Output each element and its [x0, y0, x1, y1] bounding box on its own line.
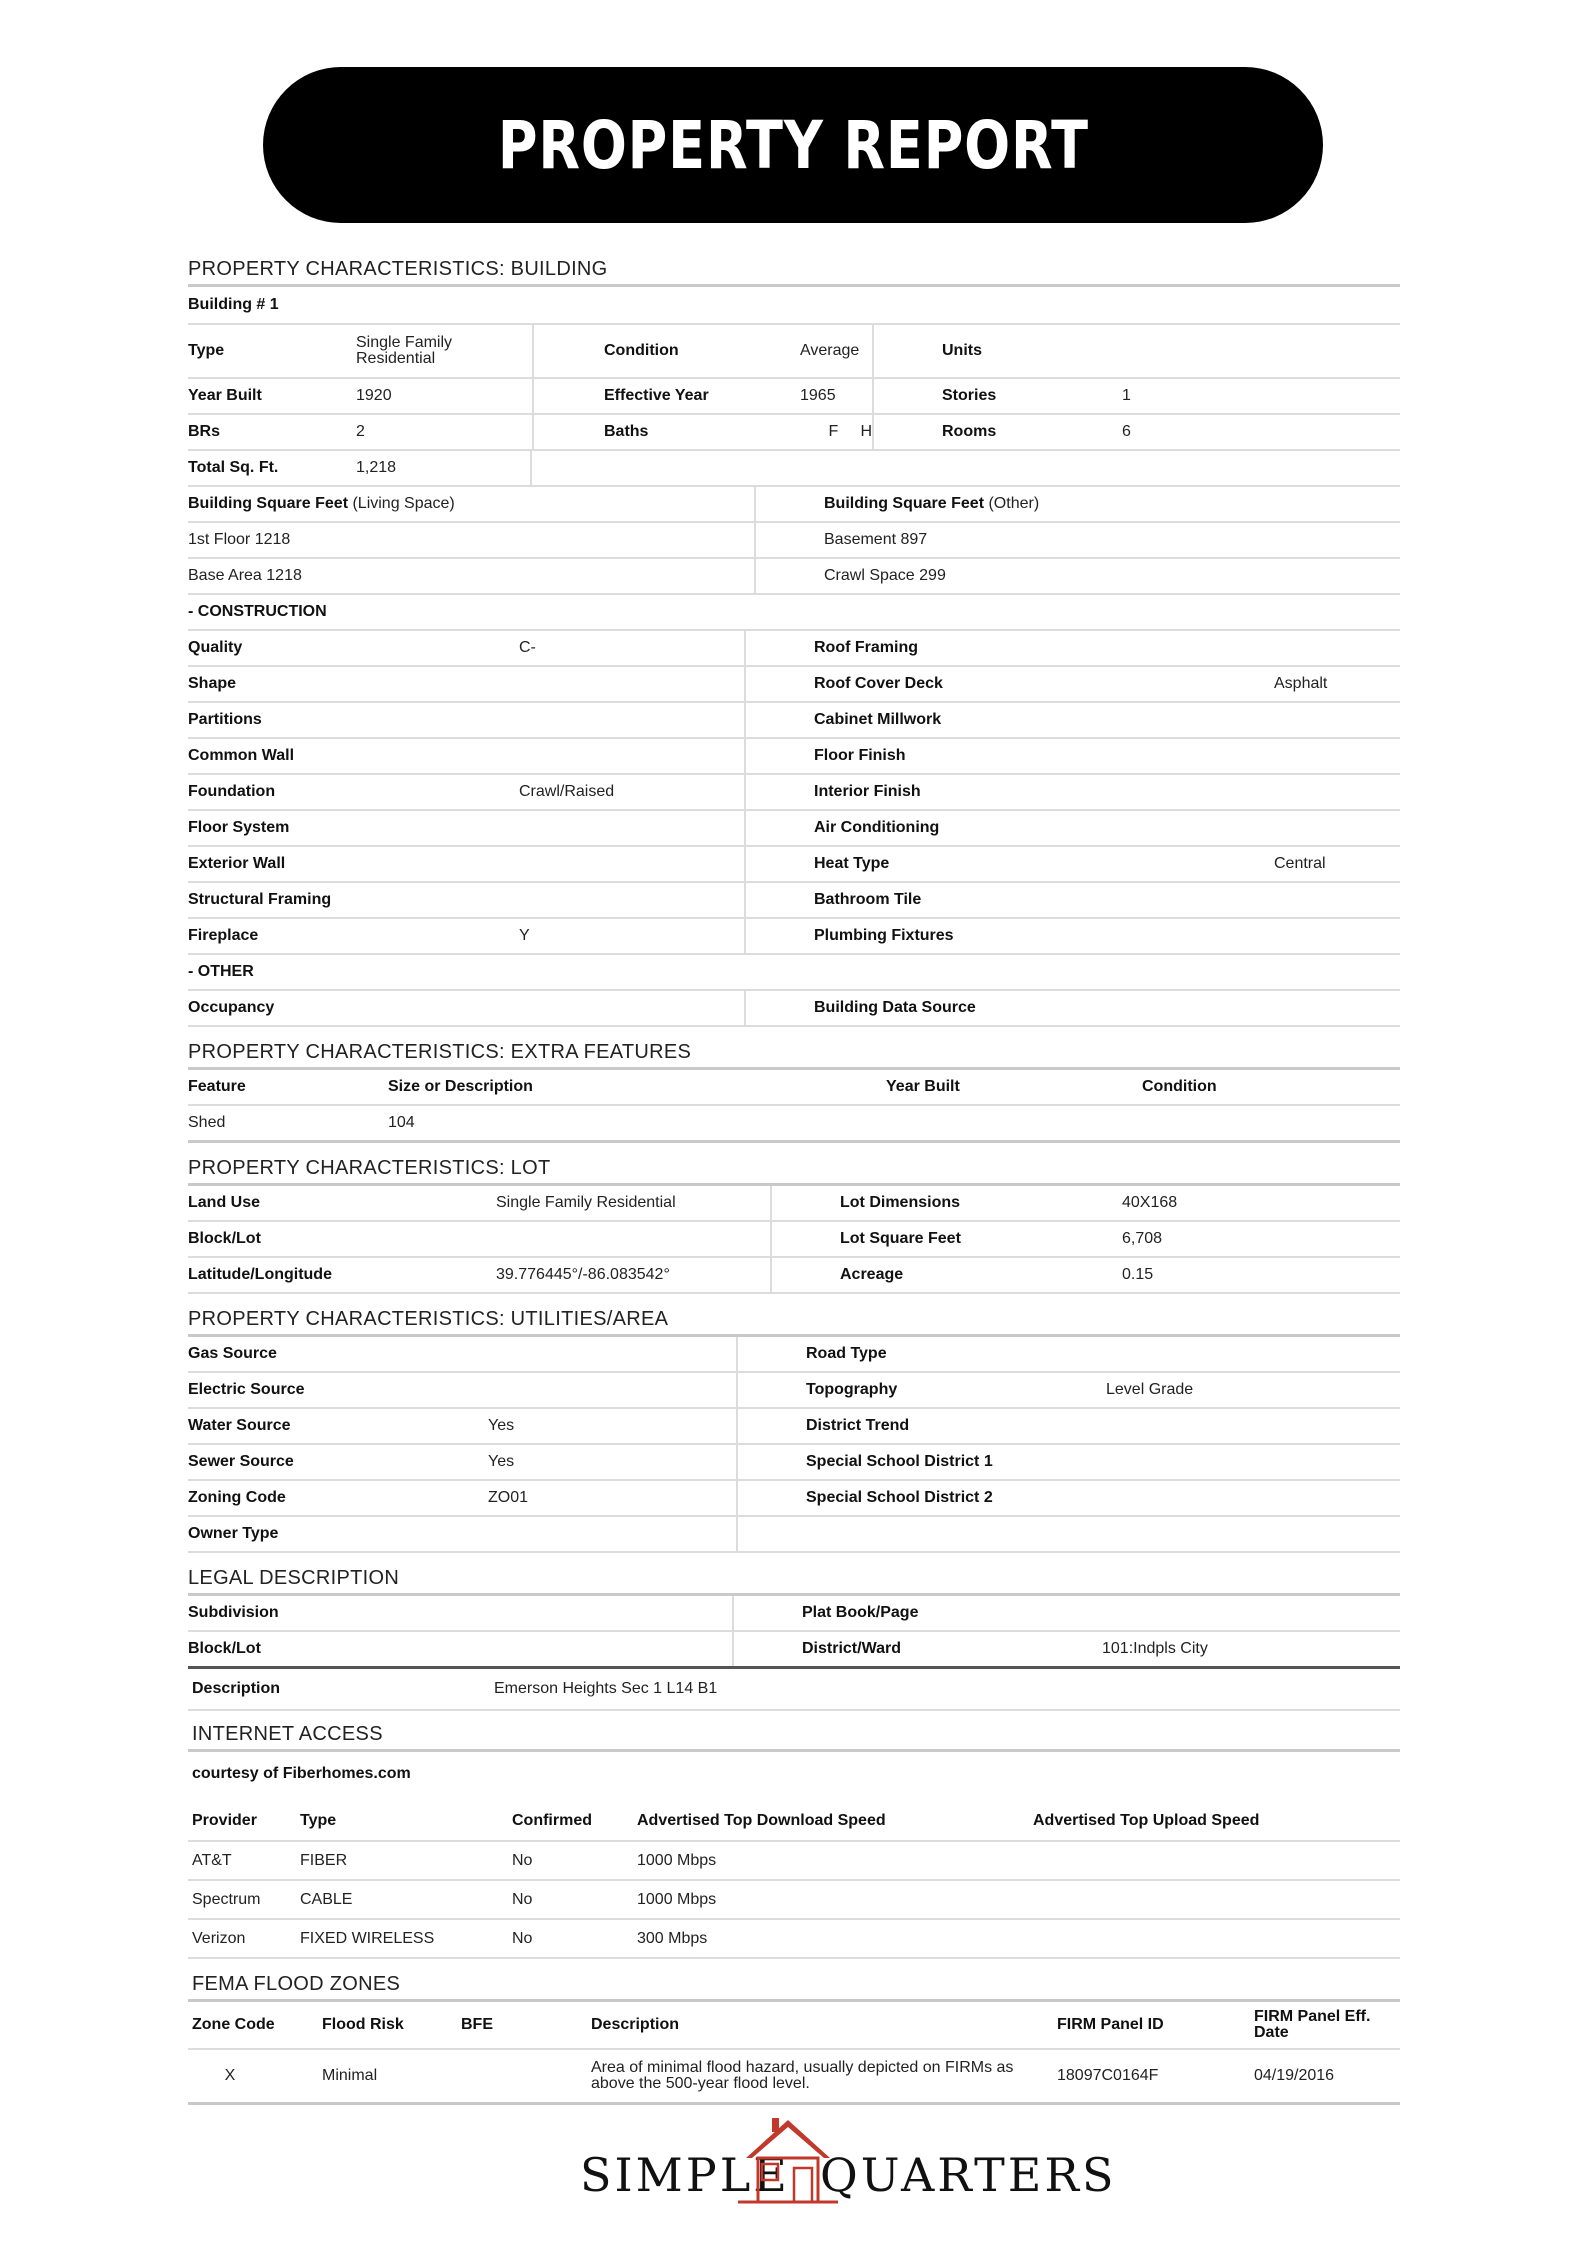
- total-sqft-label: Total Sq. Ft.: [188, 459, 279, 476]
- logo-text-right: QUARTERS: [820, 2148, 1117, 2202]
- field-label: Subdivision: [188, 1604, 279, 1621]
- effective-year-label: Effective Year: [604, 387, 709, 404]
- left-cell: [188, 883, 744, 917]
- right-cell: [744, 739, 1400, 773]
- field-value: 0.15: [1122, 1266, 1154, 1283]
- internet-cell: [300, 1920, 512, 1957]
- field-label: Electric Source: [188, 1381, 305, 1398]
- field-label: Foundation: [188, 783, 276, 800]
- field-label: Heat Type: [814, 855, 890, 872]
- internet-value: No: [512, 1890, 533, 1908]
- field-label: Land Use: [188, 1194, 261, 1211]
- units-label: Units: [942, 342, 982, 359]
- report-title: PROPERTY REPORT: [497, 106, 1089, 184]
- left-cell: [188, 1373, 736, 1407]
- field-value: 101:Indpls City: [1102, 1640, 1208, 1657]
- construction-row: [188, 775, 1400, 811]
- right-cell: [744, 703, 1400, 737]
- right-cell: [744, 811, 1400, 845]
- field-value: Y: [519, 927, 530, 944]
- field-label: District Trend: [806, 1417, 910, 1434]
- internet-cell: [300, 1842, 512, 1879]
- util-row: [188, 1517, 1400, 1553]
- field-label: Block/Lot: [188, 1230, 261, 1247]
- building-data-source-label: Building Data Source: [814, 999, 976, 1016]
- field-label: Plumbing Fixtures: [814, 927, 954, 944]
- left-cell: [188, 1445, 736, 1479]
- field-value: 6,708: [1122, 1230, 1163, 1247]
- field-label: Road Type: [806, 1345, 887, 1362]
- field-label: Latitude/Longitude: [188, 1266, 332, 1283]
- other-heading: - OTHER: [188, 963, 254, 980]
- right-cell: [736, 1337, 1400, 1371]
- extra-header-year: Year Built: [886, 1078, 960, 1095]
- brs-label: BRs: [188, 423, 221, 440]
- left-cell: [188, 1481, 736, 1515]
- fema-zone-code: X: [224, 2067, 236, 2084]
- field-label: Lot Square Feet: [840, 1230, 961, 1247]
- field-label: Special School District 1: [806, 1453, 993, 1470]
- internet-cell: [512, 1842, 637, 1879]
- field-value: Single Family Residential: [496, 1194, 676, 1211]
- field-label: Floor System: [188, 819, 290, 836]
- field-label: Exterior Wall: [188, 855, 286, 872]
- brs-value: 2: [356, 423, 365, 440]
- rooms-value: 6: [1122, 423, 1131, 440]
- baths-label: Baths: [604, 423, 649, 440]
- building-section-title: PROPERTY CHARACTERISTICS: BUILDING: [188, 252, 1400, 287]
- left-cell: [188, 1409, 736, 1443]
- fema-header: BFE: [461, 2016, 493, 2033]
- right-cell: [744, 847, 1400, 881]
- building-number: Building # 1: [188, 296, 279, 313]
- legal-row: [188, 1632, 1400, 1669]
- field-value: Central: [1274, 855, 1326, 872]
- fema-description: Area of minimal flood hazard, usually depicted on FIRMs as above the 500-year flood level.: [591, 2059, 1014, 2092]
- internet-value: 1000 Mbps: [637, 1851, 717, 1869]
- fema-header: Description: [591, 2016, 680, 2033]
- util-row: [188, 1337, 1400, 1373]
- field-label: Water Source: [188, 1417, 291, 1434]
- util-row: [188, 1445, 1400, 1481]
- field-label: Interior Finish: [814, 783, 921, 800]
- field-value: 40X168: [1122, 1194, 1178, 1211]
- field-label: Air Conditioning: [814, 819, 940, 836]
- internet-row: [188, 1842, 1400, 1881]
- field-value: Yes: [488, 1453, 515, 1470]
- internet-cell: [512, 1881, 637, 1918]
- internet-cell: [188, 1881, 300, 1918]
- right-cell: [732, 1632, 1400, 1666]
- condition-label: Condition: [604, 342, 679, 359]
- field-label: Gas Source: [188, 1345, 277, 1362]
- sqft-living-suffix: (Living Space): [352, 495, 455, 512]
- left-cell: [188, 775, 744, 809]
- sqft-living-label: Building Square Feet: [188, 495, 349, 512]
- baths-value: F H: [828, 423, 872, 440]
- field-label: Sewer Source: [188, 1453, 294, 1470]
- construction-row: [188, 883, 1400, 919]
- internet-header: Type: [300, 1812, 337, 1829]
- fema-panel-id: 18097C0164F: [1057, 2067, 1159, 2084]
- report-content: [188, 252, 1400, 2105]
- field-label: District/Ward: [802, 1640, 901, 1657]
- stories-label: Stories: [942, 387, 997, 404]
- right-cell: [736, 1517, 1400, 1551]
- internet-header: Advertised Top Upload Speed: [1033, 1812, 1260, 1829]
- lot-section-title: PROPERTY CHARACTERISTICS: LOT: [188, 1151, 1400, 1186]
- right-cell: [736, 1409, 1400, 1443]
- extra-size-value: 104: [388, 1114, 415, 1131]
- internet-row: [188, 1920, 1400, 1959]
- construction-row: [188, 811, 1400, 847]
- field-label: Lot Dimensions: [840, 1194, 961, 1211]
- extra-feature-value: Shed: [188, 1114, 226, 1131]
- internet-row: [188, 1881, 1400, 1920]
- sqft-other-item: Crawl Space 299: [824, 567, 946, 584]
- construction-heading: - CONSTRUCTION: [188, 603, 327, 620]
- total-sqft-value: 1,218: [356, 459, 397, 476]
- right-cell: [744, 775, 1400, 809]
- sqft-living-item: 1st Floor 1218: [188, 531, 291, 548]
- left-cell: [188, 1337, 736, 1371]
- field-value: Yes: [488, 1417, 515, 1434]
- internet-header: Confirmed: [512, 1812, 592, 1829]
- field-label: Quality: [188, 639, 243, 656]
- internet-value: AT&T: [192, 1851, 232, 1869]
- field-label: Partitions: [188, 711, 262, 728]
- fema-header: FIRM Panel Eff. Date: [1254, 2008, 1371, 2041]
- lot-row: [188, 1222, 1400, 1258]
- field-value: Crawl/Raised: [519, 783, 615, 800]
- construction-row: [188, 667, 1400, 703]
- internet-value: Spectrum: [192, 1890, 261, 1908]
- left-cell: [188, 703, 744, 737]
- internet-value: 1000 Mbps: [637, 1890, 717, 1908]
- right-cell: [736, 1445, 1400, 1479]
- right-cell: [770, 1186, 1400, 1220]
- legal-section-title: LEGAL DESCRIPTION: [188, 1561, 1400, 1596]
- internet-courtesy: courtesy of Fiberhomes.com: [192, 1765, 411, 1782]
- left-cell: [188, 919, 744, 953]
- field-label: Bathroom Tile: [814, 891, 922, 908]
- internet-cell: [300, 1881, 512, 1918]
- left-cell: [188, 1632, 732, 1666]
- fema-header: Flood Risk: [322, 2016, 404, 2033]
- construction-row: [188, 919, 1400, 955]
- fema-flood-risk: Minimal: [322, 2067, 378, 2084]
- internet-value: 300 Mbps: [637, 1929, 708, 1947]
- internet-value: FIXED WIRELESS: [300, 1929, 435, 1947]
- type-value: Single Family Residential: [356, 334, 453, 367]
- sqft-living-item: Base Area 1218: [188, 567, 302, 584]
- left-cell: [188, 631, 744, 665]
- right-cell: [744, 667, 1400, 701]
- internet-cell: [512, 1920, 637, 1957]
- field-label: Roof Cover Deck: [814, 675, 943, 692]
- lot-row: [188, 1186, 1400, 1222]
- effective-year-value: 1965: [800, 387, 836, 404]
- internet-value: Verizon: [192, 1929, 246, 1947]
- field-label: Shape: [188, 675, 237, 692]
- year-built-value: 1920: [356, 387, 392, 404]
- right-cell: [736, 1481, 1400, 1515]
- stories-value: 1: [1122, 387, 1131, 404]
- extra-header-size: Size or Description: [388, 1078, 533, 1095]
- field-label: Topography: [806, 1381, 898, 1398]
- fema-header: FIRM Panel ID: [1057, 2016, 1164, 2033]
- field-value: ZO01: [488, 1489, 529, 1506]
- field-label: Cabinet Millwork: [814, 711, 942, 728]
- rooms-label: Rooms: [942, 423, 997, 440]
- util-row: [188, 1373, 1400, 1409]
- extra-features-section-title: PROPERTY CHARACTERISTICS: EXTRA FEATURES: [188, 1035, 1400, 1070]
- construction-row: [188, 703, 1400, 739]
- util-row: [188, 1409, 1400, 1445]
- fema-panel-date: 04/19/2016: [1254, 2067, 1335, 2084]
- internet-cell: [637, 1920, 1033, 1957]
- internet-cell: [188, 1920, 300, 1957]
- condition-value: Average: [800, 342, 860, 359]
- field-label: Acreage: [840, 1266, 904, 1283]
- right-cell: [770, 1222, 1400, 1256]
- extra-header-condition: Condition: [1142, 1078, 1217, 1095]
- right-cell: [744, 631, 1400, 665]
- left-cell: [188, 1517, 736, 1551]
- field-value: Asphalt: [1274, 675, 1328, 692]
- right-cell: [744, 919, 1400, 953]
- field-value: C-: [519, 639, 536, 656]
- util-row: [188, 1481, 1400, 1517]
- left-cell: [188, 1258, 770, 1292]
- internet-cell: [188, 1842, 300, 1879]
- field-label: Fireplace: [188, 927, 259, 944]
- utilities-section-title: PROPERTY CHARACTERISTICS: UTILITIES/AREA: [188, 1302, 1400, 1337]
- lot-row: [188, 1258, 1400, 1294]
- internet-header: Advertised Top Download Speed: [637, 1812, 886, 1829]
- right-cell: [732, 1596, 1400, 1630]
- description-value: Emerson Heights Sec 1 L14 B1: [494, 1680, 718, 1697]
- internet-value: No: [512, 1851, 533, 1869]
- occupancy-label: Occupancy: [188, 999, 275, 1016]
- left-cell: [188, 739, 744, 773]
- year-built-label: Year Built: [188, 387, 262, 404]
- description-label: Description: [192, 1680, 281, 1697]
- fema-header: Zone Code: [192, 2016, 275, 2033]
- construction-row: [188, 739, 1400, 775]
- type-label: Type: [188, 342, 225, 359]
- sqft-other-label: Building Square Feet: [824, 495, 985, 512]
- internet-value: No: [512, 1929, 533, 1947]
- field-label: Special School District 2: [806, 1489, 993, 1506]
- left-cell: [188, 1222, 770, 1256]
- left-cell: [188, 1596, 732, 1630]
- internet-value: FIBER: [300, 1851, 348, 1869]
- right-cell: [770, 1258, 1400, 1292]
- internet-section-title: INTERNET ACCESS: [188, 1717, 1400, 1752]
- construction-row: [188, 631, 1400, 667]
- field-label: Common Wall: [188, 747, 295, 764]
- legal-row: [188, 1596, 1400, 1632]
- field-value: Level Grade: [1106, 1381, 1194, 1398]
- right-cell: [736, 1373, 1400, 1407]
- internet-cell: [637, 1881, 1033, 1918]
- left-cell: [188, 667, 744, 701]
- right-cell: [744, 883, 1400, 917]
- field-label: Owner Type: [188, 1525, 279, 1542]
- left-cell: [188, 1186, 770, 1220]
- field-label: Plat Book/Page: [802, 1604, 919, 1621]
- fema-section-title: FEMA FLOOD ZONES: [188, 1967, 1400, 2002]
- sqft-other-item: Basement 897: [824, 531, 928, 548]
- internet-cell: [637, 1842, 1033, 1879]
- internet-header: Provider: [192, 1812, 257, 1829]
- extra-header-feature: Feature: [188, 1078, 246, 1095]
- left-cell: [188, 847, 744, 881]
- report-title-banner: [263, 67, 1323, 223]
- field-label: Zoning Code: [188, 1489, 286, 1506]
- field-label: Roof Framing: [814, 639, 918, 656]
- logo-text-left: SIMPLE: [580, 2148, 790, 2202]
- construction-row: [188, 847, 1400, 883]
- field-value: 39.776445°/-86.083542°: [496, 1266, 670, 1283]
- simple-quarters-logo: [580, 2112, 1117, 2208]
- left-cell: [188, 811, 744, 845]
- sqft-other-suffix: (Other): [988, 495, 1040, 512]
- internet-value: CABLE: [300, 1890, 353, 1908]
- field-label: Structural Framing: [188, 891, 332, 908]
- field-label: Floor Finish: [814, 747, 906, 764]
- field-label: Block/Lot: [188, 1640, 261, 1657]
